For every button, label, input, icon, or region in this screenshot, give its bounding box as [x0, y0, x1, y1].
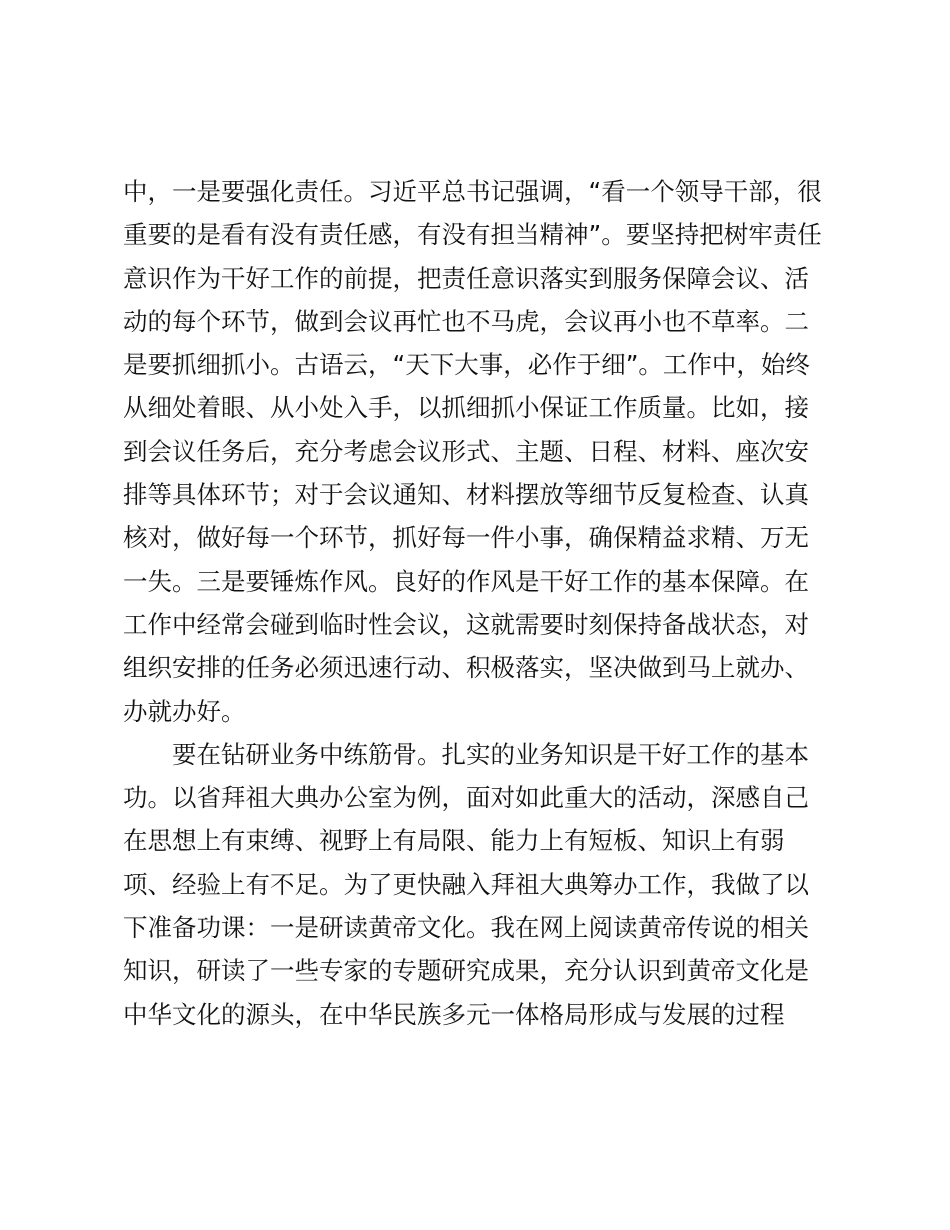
text-line: 核对，做好每一个环节，抓好每一件小事，确保精益求精、万无	[123, 523, 809, 553]
text-line: 工作中经常会碰到临时性会议，这就需要时刻保持备战状态，对	[123, 609, 809, 639]
text-line: 功。以省拜祖大典办公室为例，面对如此重大的活动，深感自己	[123, 783, 809, 813]
text-line: 排等具体环节；对于会议通知、材料摆放等细节反复检查、认真	[123, 480, 809, 510]
text-line: 在思想上有束缚、视野上有局限、能力上有短板、知识上有弱	[123, 826, 785, 856]
text-line: 中华文化的源头，在中华民族多元一体格局形成与发展的过程	[123, 999, 785, 1029]
text-line: 一失。三是要锤炼作风。良好的作风是干好工作的基本保障。在	[123, 566, 809, 596]
text-line: 中，一是要强化责任。习近平总书记强调，“看一个领导干部，很	[123, 177, 822, 206]
text-line: 下准备功课：一是研读黄帝文化。我在网上阅读黄帝传说的相关	[123, 913, 809, 943]
text-line: 知识，研读了一些专家的专题研究成果，充分认识到黄帝文化是	[123, 956, 809, 986]
text-line: 到会议任务后，充分考虑会议形式、主题、日程、材料、座次安	[123, 436, 809, 466]
paragraph-first-line: 要在钻研业务中练筋骨。扎实的业务知识是干好工作的基本	[172, 739, 809, 769]
text-line: 项、经验上有不足。为了更快融入拜祖大典筹办工作，我做了以	[123, 869, 809, 899]
text-line: 重要的是看有没有责任感，有没有担当精神”。要坚持把树牢责任	[123, 220, 822, 250]
text-line: 组织安排的任务必须迅速行动、积极落实，坚决做到马上就办、	[123, 653, 809, 683]
text-line: 动的每个环节，做到会议再忙也不马虎，会议再小也不草率。二	[123, 306, 809, 336]
text-line: 意识作为干好工作的前提，把责任意识落实到服务保障会议、活	[123, 263, 809, 293]
text-line: 从细处着眼、从小处入手，以抓细抓小保证工作质量。比如，接	[123, 393, 809, 423]
text-line: 是要抓细抓小。古语云，“天下大事，必作于细”。工作中，始终	[123, 350, 810, 380]
text-line: 办就办好。	[123, 696, 246, 726]
body-text	[123, 170, 843, 1036]
